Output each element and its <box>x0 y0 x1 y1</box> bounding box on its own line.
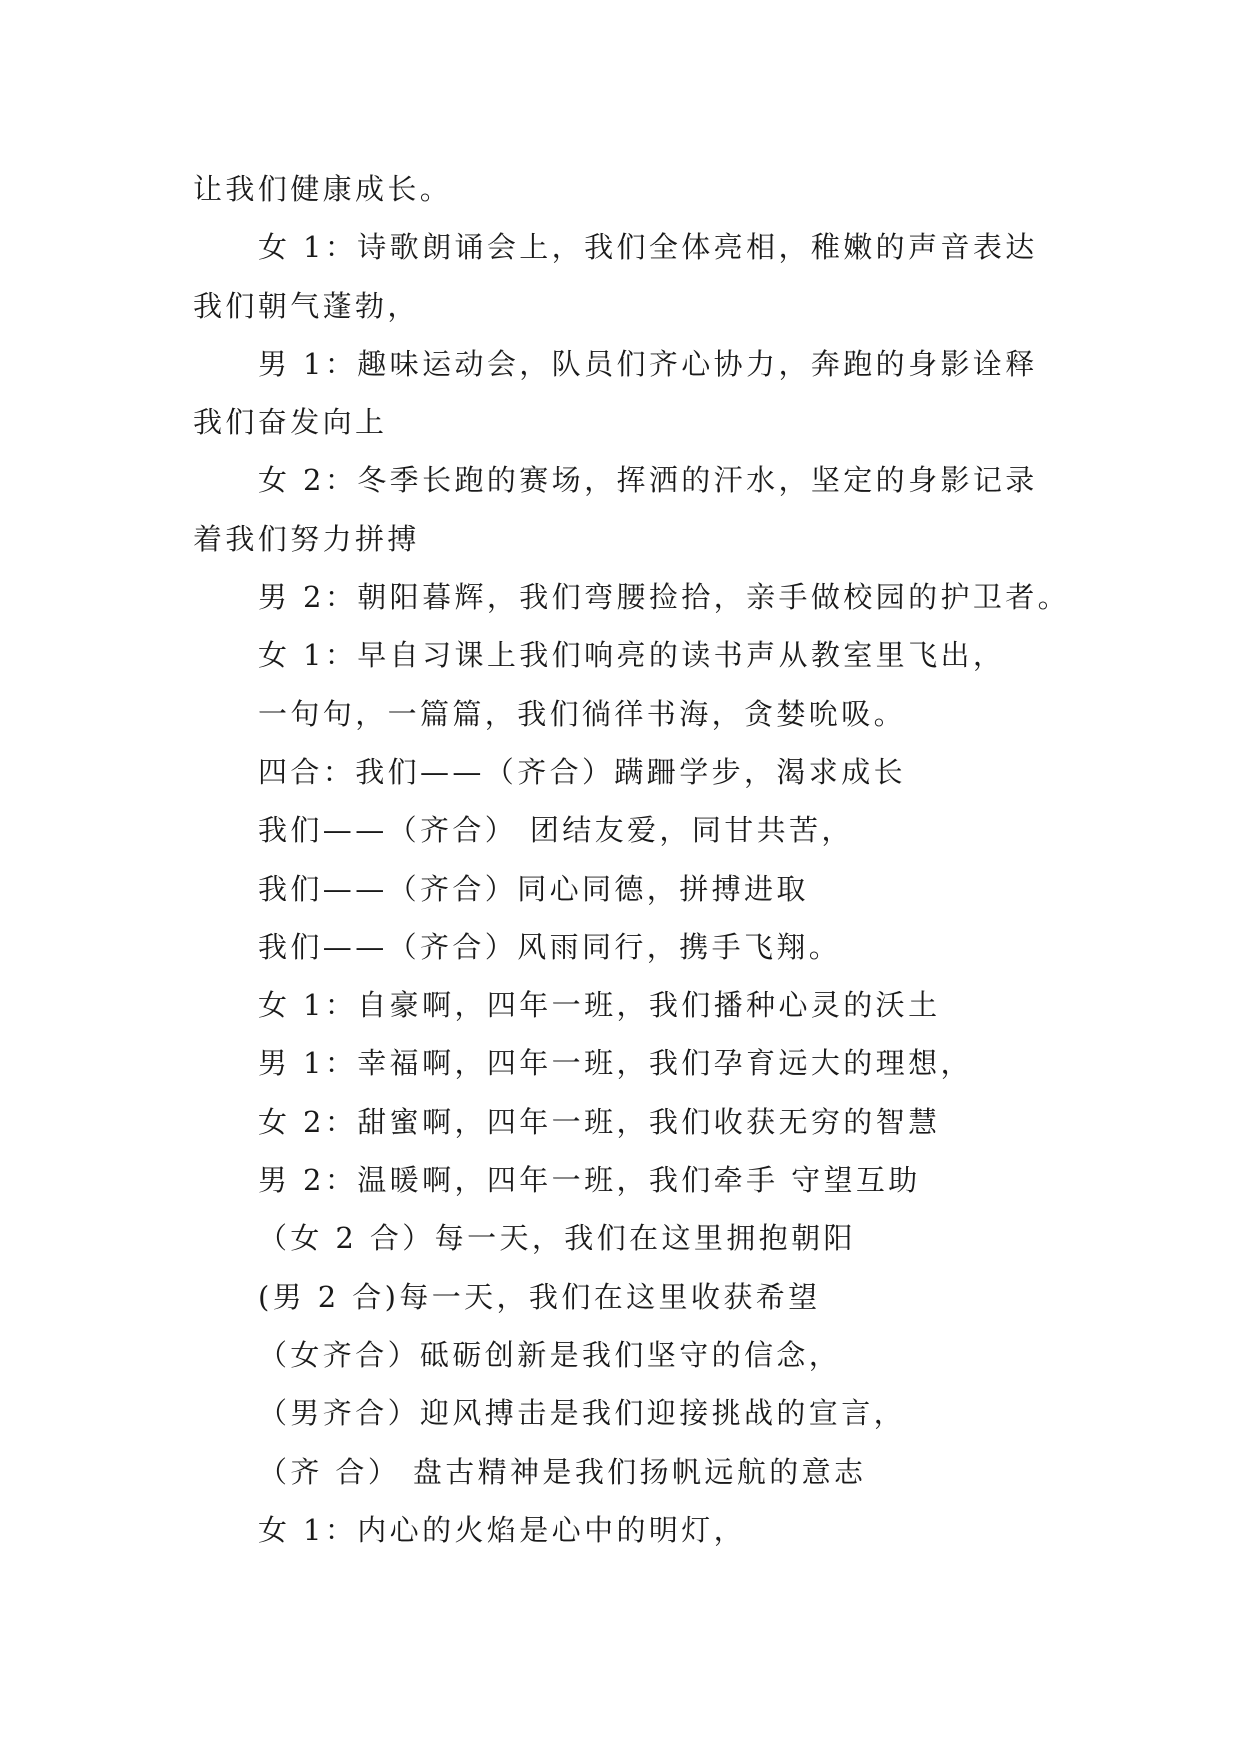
text-line: 我们朝气蓬勃， <box>193 288 420 323</box>
text-line: 男 2：温暖啊，四年一班，我们牵手 守望互助 <box>258 1163 921 1198</box>
text-line: （男齐合）迎风搏击是我们迎接挑战的宣言， <box>258 1396 907 1431</box>
text-line: 女 1：诗歌朗诵会上，我们全体亮相，稚嫩的声音表达 <box>258 230 1038 265</box>
text-line: 女 1：自豪啊，四年一班，我们播种心灵的沃土 <box>258 988 941 1023</box>
text-line: 我们——（齐合）同心同德，拼搏进取 <box>258 871 809 906</box>
text-line: 女 2：甜蜜啊，四年一班，我们收获无穷的智慧 <box>258 1104 941 1139</box>
text-line: （女 2 合）每一天，我们在这里拥抱朝阳 <box>258 1221 856 1256</box>
text-line: 男 1：幸福啊，四年一班，我们孕育远大的理想， <box>258 1046 973 1081</box>
text-line: 女 2：冬季长跑的赛场，挥洒的汗水，坚定的身影记录 <box>258 463 1038 498</box>
text-line: 我们——（齐合）风雨同行，携手飞翔。 <box>258 929 842 964</box>
text-line: （齐 合） 盘古精神是我们扬帆远航的意志 <box>258 1454 867 1489</box>
script-text-body <box>193 160 1073 1559</box>
text-line: 我们奋发向上 <box>193 405 388 440</box>
text-line: 女 1：早自习课上我们响亮的读书声从教室里飞出， <box>258 638 1006 673</box>
text-line: 男 2：朝阳暮辉，我们弯腰捡拾，亲手做校园的护卫者。 <box>258 580 1071 615</box>
text-line: (男 2 合)每一天，我们在这里收获希望 <box>258 1279 821 1314</box>
text-line: 让我们健康成长。 <box>193 172 453 206</box>
text-line: 我们——（齐合） 团结友爱，同甘共苦， <box>258 813 854 848</box>
text-line: 四合：我们——（齐合）蹒跚学步，渴求成长 <box>258 754 907 789</box>
text-line: 一句句，一篇篇，我们徜徉书海，贪婪吮吸。 <box>258 696 907 731</box>
text-line: 着我们努力拼搏 <box>193 521 420 556</box>
text-line: （女齐合）砥砺创新是我们坚守的信念， <box>258 1337 842 1372</box>
text-line: 女 1：内心的火焰是心中的明灯， <box>258 1512 747 1547</box>
text-line: 男 1：趣味运动会，队员们齐心协力，奔跑的身影诠释 <box>258 346 1038 381</box>
